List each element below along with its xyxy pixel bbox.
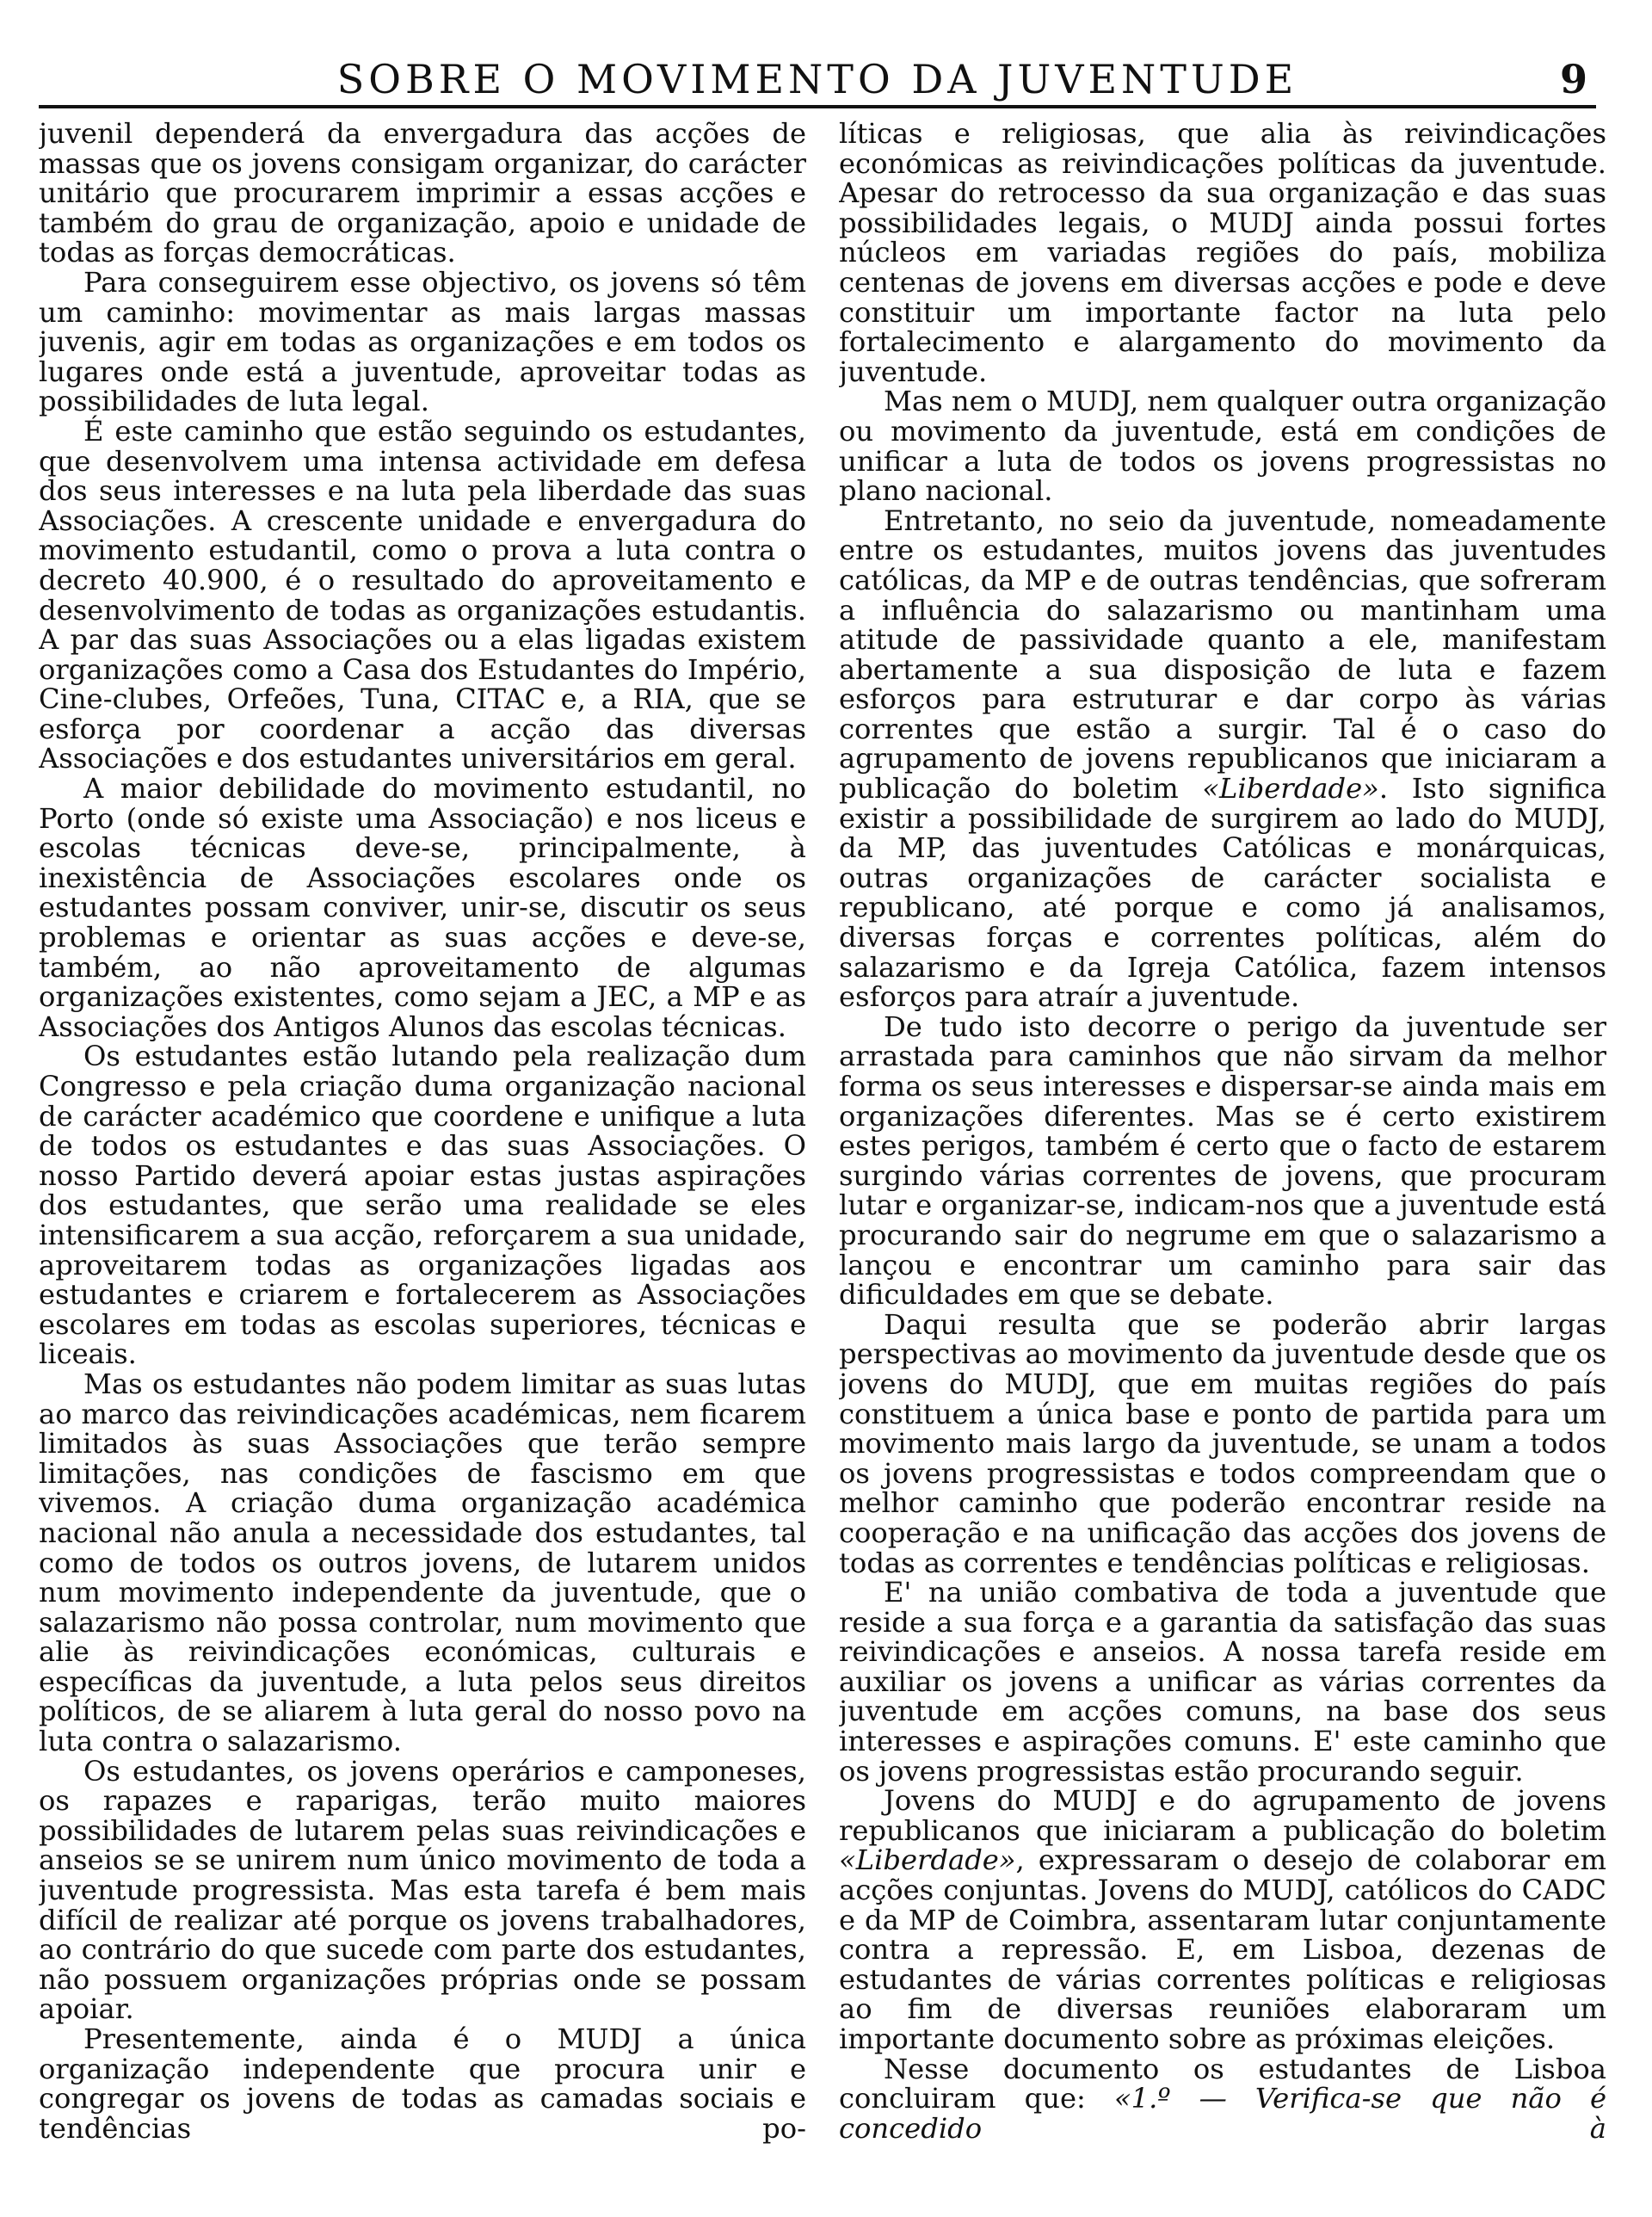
paragraph: líticas e religiosas, que alia às reivindicações económicas as reivindicações políticas da juventude. Apesar do retrocesso da sua organização e das suas possibilidades legais, o MUDJ ainda possui fortes núcleos em variadas regiões do país, mobiliza centenas de jovens em diversas acções e pode e deve constituir um importante factor na luta pelo fortalecimento e alargamento do movimento da juventude. xyxy=(839,119,1606,388)
paragraph xyxy=(839,2054,1606,2144)
paragraph-text: Nesse documento os estudantes de Lisboa concluiram que: xyxy=(839,2052,1606,2115)
paragraph: Para conseguirem esse objectivo, os jovens só têm um caminho: movimentar as mais largas massas juvenis, agir em todas as organizações e em todos os lugares onde está a juventude, aproveitar todas as possibilidades de luta legal. xyxy=(39,265,806,418)
paragraph xyxy=(839,1786,1606,2053)
quoted-conclusion: «1.º — Verifica-se que não é concedido à xyxy=(839,2082,1606,2145)
paragraph-text: . Isto significa existir a possibilidade de surgirem ao lado do MUDJ, da MP, das juventudes Católicas e monárquicas, outras organizações de carácter socialista e republicano, até porque e como já analisamos, diversas forças e correntes políticas, além do salazarismo e da Igreja Católica, fazem intensos esforços para atraír a juventude. xyxy=(839,772,1606,1014)
page-number: 9 xyxy=(1559,56,1587,102)
bulletin-title: «Liberdade» xyxy=(1202,772,1379,806)
paragraph: A maior debilidade do movimento estudantil, no Porto (onde só existe uma Associação) e nos liceus e escolas técnicas deve-se, principalmente, à inexistência de Associações escolares onde os estudantes possam conviver, unir-se, discutir os seus problemas e orientar as suas acções e deve-se, também, ao não aproveitamento de algumas organizações existentes, como sejam a JEC, a MP e as Associações dos Antigos Alunos das escolas técnicas. xyxy=(39,772,806,1043)
paragraph: Os estudantes, os jovens operários e camponeses, os rapazes e raparigas, terão muito maiores possibilidades de lutarem pelas suas reivindicações e anseios se se unirem num único movimento de toda a juventude progressista. Mas esta tarefa é bem mais difícil de realizar até porque os jovens trabalhadores, ao contrário do que sucede com parte dos estudantes, não possuem organizações próprias onde se possam apoiar. xyxy=(39,1754,806,2026)
paragraph: E' na união combativa de toda a juventude que reside a sua força e a garantia da satisfação das suas reivindicações e anseios. A nossa tarefa reside em auxiliar os jovens a unificar as várias correntes da juventude em acções comuns, na base dos seus interesses e aspirações comuns. E' este caminho que os jovens progressistas estão procurando seguir. xyxy=(839,1576,1606,1788)
left-column xyxy=(39,119,806,2184)
paragraph: Os estudantes estão lutando pela realização dum Congresso e pela criação duma organização nacional de carácter académico que coordene e unifique a luta de todos os estudantes e das suas Associações. O nosso Partido deverá apoiar estas justas aspirações dos estudantes, que serão uma realidade se eles intensificarem a sua acção, reforçarem a sua unidade, aproveitarem todas as organizações ligadas aos estudantes e criarem e fortalecerem as Associações escolares em todas as escolas superiores, técnicas e liceais. xyxy=(39,1040,806,1371)
right-column xyxy=(839,119,1606,2184)
page-header xyxy=(39,53,1596,108)
paragraph-text: Entretanto, no seio da juventude, nomeadamente entre os estudantes, muitos jovens das juventudes católicas, da MP e de outras tendências, que sofreram a influência do salazarismo ou mantinham uma atitude de passividade quanto a ele, manifestam abertamente a sua disposição de luta e fazem esforços para estruturar e dar corpo às várias correntes que estão a surgir. Tal é o caso do agrupamento de jovens republicanos que iniciaram a publicação do boletim xyxy=(839,503,1606,806)
paragraph-text: , expressaram o desejo de colaborar em acções conjuntas. Jovens do MUDJ, católicos do CADC e da MP de Coimbra, assentaram lutar conjuntamente contra a repressão. E, em Lisboa, dezenas de estudantes de várias correntes políticas e religiosas ao fim de diversas reuniões elaboraram um importante documento sobre as próximas eleições. xyxy=(839,1843,1606,2055)
bulletin-title: «Liberdade» xyxy=(839,1843,1016,1877)
paragraph: Daqui resulta que se poderão abrir largas perspectivas ao movimento da juventude desde que os jovens do MUDJ, que em muitas regiões do país constituem a única base e ponto de partida para um movimento mais largo da juventude, se unam a todos os jovens progressistas e todos compreendam que o melhor caminho que poderão encontrar reside na cooperação e na unificação das acções dos jovens de todas as correntes e tendências políticas e religiosas. xyxy=(839,1307,1606,1579)
paragraph: É este caminho que estão seguindo os estudantes, que desenvolvem uma intensa actividade em defesa dos seus interesses e na luta pela liberdade das suas Associações. A crescente unidade e envergadura do movimento estudantil, como o prova a luta contra o decreto 40.900, é o resultado do aproveitamento e desenvolvimento de todas as organizações estudantis. A par das suas Associações ou a elas ligadas existem organizações como a Casa dos Estudantes do Império, Cine-clubes, Orfeões, Tuna, CITAC e, a RIA, que se esforça por coordenar a acção das diversas Associações e dos estudantes universitários em geral. xyxy=(39,414,806,775)
paragraph-text: Jovens do MUDJ e do agrupamento de jovens republicanos que iniciaram a publicação do boletim xyxy=(839,1784,1606,1847)
running-title: SOBRE O MOVIMENTO DA JUVENTUDE xyxy=(336,56,1298,102)
paragraph: juvenil dependerá da envergadura das acções de massas que os jovens consigam organizar, do carácter unitário que procurarem imprimir a essas acções e também do grau de organização, apoio e unidade de todas as forças democráticas. xyxy=(39,119,806,269)
paragraph xyxy=(839,503,1606,1014)
paragraph: De tudo isto decorre o perigo da juventude ser arrastada para caminhos que não sirvam da melhor forma os seus interesses e dispersar-se ainda mais em organizações diferentes. Mas se é certo existirem estes perigos, também é certo que o facto de estarem surgindo várias correntes de jovens, que procuram lutar e organizar-se, indicam-nos que a juventude está procurando sair do negrume em que o salazarismo a lançou e encontrar um caminho para sair das dificuldades em que se debate. xyxy=(839,1010,1606,1312)
paragraph: Presentemente, ainda é o MUDJ a única organização independente que procura unir e congregar os jovens de todas as camadas sociais e tendências po- xyxy=(39,2022,806,2145)
paragraph: Mas os estudantes não podem limitar as suas lutas ao marco das reivindicações académicas, nem ficarem limitados às suas Associações que terão sempre limitações, nas condições de fascismo em que vivemos. A criação duma organização académica nacional não anula a necessidade dos estudantes, tal como de todos os outros jovens, de lutarem unidos num movimento independente da juventude, que o salazarismo não possa controlar, num movimento que alie às reivindicações económicas, culturais e específicas da juventude, a luta pelos seus direitos políticos, de se aliarem à luta geral do nosso povo na luta contra o salazarismo. xyxy=(39,1367,806,1758)
paragraph: Mas nem o MUDJ, nem qualquer outra organização ou movimento da juventude, está em condições de unificar a luta de todos os jovens progressistas no plano nacional. xyxy=(839,385,1606,508)
